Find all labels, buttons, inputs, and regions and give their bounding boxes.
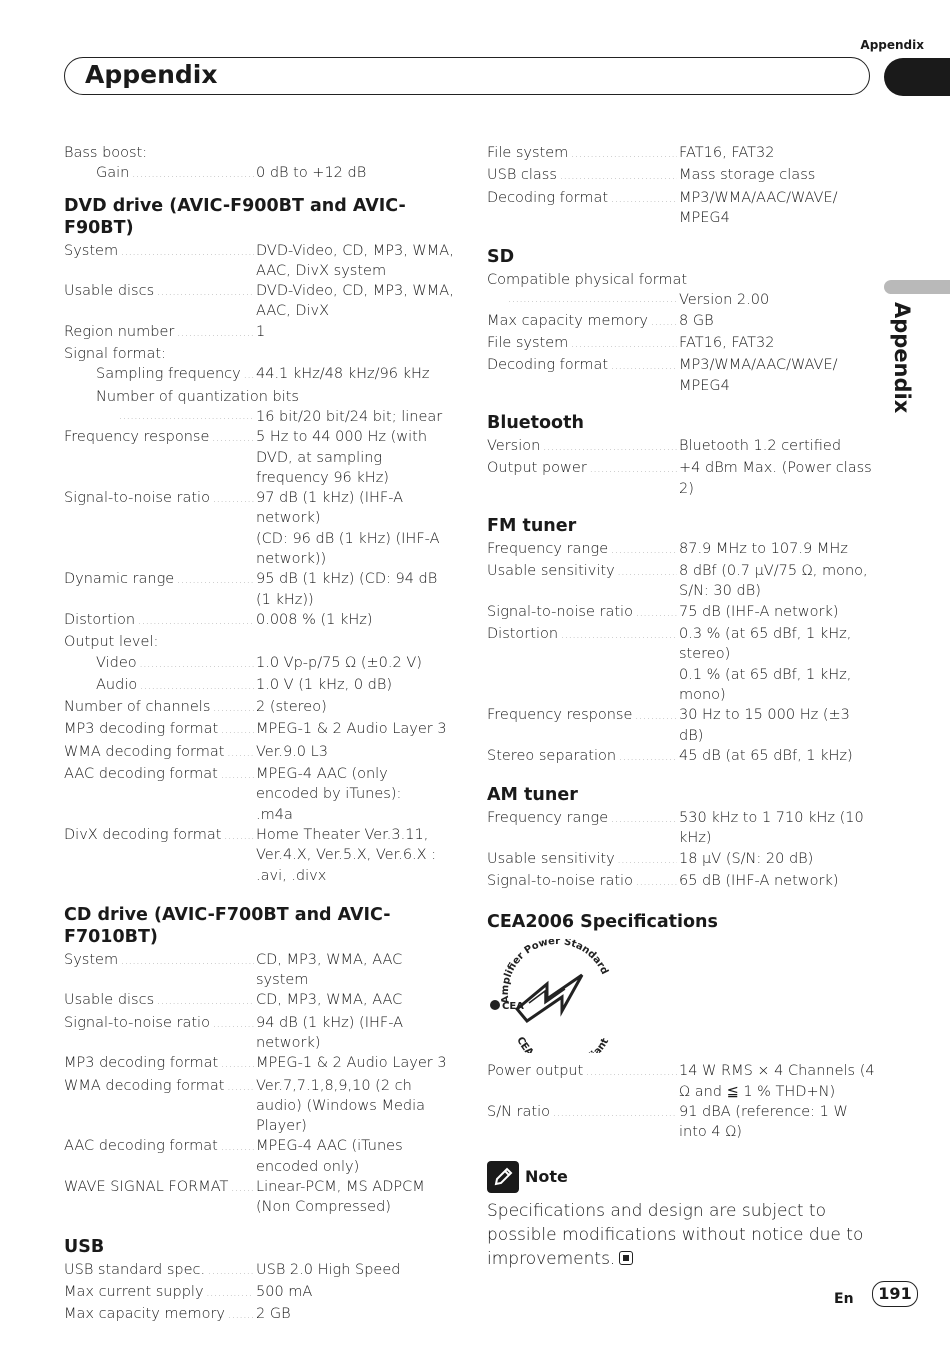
note-label: Note	[525, 1167, 568, 1186]
spec-row: Output power ..... +4 dBm Max. (Power class 2)	[487, 458, 877, 499]
spec-row: Gain ..... 0 dB to +12 dB	[64, 163, 454, 185]
spec-row: Usable sensitivity ..... 18 μV (S/N: 20 dB)	[487, 849, 877, 871]
spec-row: File system ..... FAT16, FAT32	[487, 143, 877, 165]
quantization-label: Number of quantization bits	[96, 388, 299, 405]
spec-row: Distortion ..... 0.008 % (1 kHz)	[64, 610, 454, 632]
spec-row: Frequency range ..... 87.9 MHz to 107.9 MHz	[487, 539, 877, 561]
note-text: Specifications and design are subject to possible modifications without notice due to improvements.	[487, 1200, 864, 1269]
spec-row: Dynamic range ..... 95 dB (1 kHz) (CD: 94 dB (1 kHz))	[64, 569, 454, 610]
spec-row: Number of channels ..... 2 (stereo)	[64, 697, 454, 719]
left-column	[64, 143, 454, 1327]
note-header	[487, 1161, 877, 1193]
spec-row: MP3 decoding format ..... MPEG-1 & 2 Audio Layer 3	[64, 719, 454, 741]
spec-row: Frequency response ..... 5 Hz to 44 000 Hz (with DVD, at sampling frequency 96 kHz)	[64, 427, 454, 488]
spec-row: Stereo separation ..... 45 dB (at 65 dBf, 1 kHz)	[487, 746, 877, 768]
spec-row: Max capacity memory ..... 2 GB	[64, 1304, 454, 1326]
spec-row: Decoding format ..... MP3/WMA/AAC/WAVE/ MPEG4	[487, 355, 877, 396]
spec-row: Frequency response ..... 30 Hz to 15 000 Hz (±3 dB)	[487, 705, 877, 746]
spec-row: Video ..... 1.0 Vp-p/75 Ω (±0.2 V)	[64, 653, 454, 675]
spec-row: Signal-to-noise ratio ..... 94 dB (1 kHz) (IHF-A network)	[64, 1013, 454, 1054]
spec-row: Signal-to-noise ratio ..... 75 dB (IHF-A network)	[487, 602, 877, 624]
spec-row: S/N ratio ..... 91 dBA (reference: 1 W into 4 Ω)	[487, 1102, 877, 1143]
footer-language: En	[834, 1291, 854, 1307]
spec-row: WMA decoding format ..... Ver.9.0 L3	[64, 742, 454, 764]
spec-row: USB class ..... Mass storage class	[487, 165, 877, 187]
page-title: Appendix	[85, 60, 218, 89]
spec-row: USB standard spec. ..... USB 2.0 High Speed	[64, 1260, 454, 1282]
spec-row: Decoding format ..... MP3/WMA/AAC/WAVE/ MPEG4	[487, 188, 877, 229]
spec-row: ..... Version 2.00	[487, 290, 877, 310]
spec-row: WAVE SIGNAL FORMAT ..... Linear-PCM, MS ADPCM (Non Compressed)	[64, 1177, 454, 1218]
spec-row: Usable discs ..... CD, MP3, WMA, AAC	[64, 990, 454, 1012]
svg-text:Amplifier Power Standard: Amplifier Power Standard	[499, 939, 610, 1005]
spec-row: Signal-to-noise ratio ..... 65 dB (IHF-A network)	[487, 871, 877, 893]
cd-drive-heading: CD drive (AVIC-F700BT and AVIC-F7010BT)	[64, 904, 391, 947]
spec-row: MP3 decoding format ..... MPEG-1 & 2 Audio Layer 3	[64, 1053, 454, 1075]
spec-row: System ..... DVD-Video, CD, MP3, WMA, AAC, DivX system	[64, 241, 454, 282]
spec-row: Version ..... Bluetooth 1.2 certified	[487, 436, 877, 458]
right-column	[487, 143, 877, 1271]
note-pencil-icon	[487, 1161, 519, 1193]
page-title-bar	[64, 57, 870, 95]
spec-row: Frequency range ..... 530 kHz to 1 710 kHz (10 kHz)	[487, 808, 877, 849]
output-level-label: Output level:	[64, 634, 159, 651]
spec-row: AAC decoding format ..... MPEG-4 AAC (iTunes encoded only)	[64, 1136, 454, 1177]
side-section-label: Appendix	[890, 302, 914, 414]
spec-row: Usable sensitivity ..... 8 dBf (0.7 μV/75 Ω, mono, S/N: 30 dB)	[487, 561, 877, 602]
spec-row: File system ..... FAT16, FAT32	[487, 333, 877, 355]
svg-text:CEA-2006 Compliant: CEA ant	[514, 1035, 612, 1054]
end-mark-icon	[619, 1251, 633, 1265]
spec-row: Distortion ..... 0.3 % (at 65 dBf, 1 kHz, stereo) 0.1 % (at 65 dBf, 1 kHz, mono)	[487, 624, 877, 705]
spec-row: Sampling frequency ..... 44.1 kHz/48 kHz/96 kHz	[64, 364, 454, 386]
page-number: 191	[872, 1281, 918, 1307]
bass-boost-label: Bass boost:	[64, 145, 148, 161]
fm-tuner-heading: FM tuner	[487, 515, 577, 536]
usb-heading: USB	[64, 1236, 105, 1257]
section-tab-marker	[884, 58, 950, 96]
spec-row: Max capacity memory ..... 8 GB	[487, 311, 877, 333]
spec-row: Max current supply ..... 500 mA	[64, 1282, 454, 1304]
dvd-drive-heading: DVD drive (AVIC-F900BT and AVIC-F90BT)	[64, 195, 406, 238]
side-tab-marker	[884, 280, 950, 294]
sd-heading: SD	[487, 247, 515, 268]
spec-row: ..... 16 bit/20 bit/24 bit; linear	[64, 407, 454, 427]
spec-row: WMA decoding format ..... Ver.7,7.1,8,9,10 (2 ch audio) (Windows Media Player)	[64, 1076, 454, 1137]
spec-row: Power output ..... 14 W RMS × 4 Channels (4 Ω and ≦ 1 % THD+N)	[487, 1061, 877, 1102]
spec-row: Region number ..... 1	[64, 322, 454, 344]
bluetooth-heading: Bluetooth	[487, 412, 584, 433]
cea2006-compliant-logo	[487, 939, 617, 1053]
spec-row: System ..... CD, MP3, WMA, AAC system	[64, 950, 454, 991]
spec-row: Signal-to-noise ratio ..... 97 dB (1 kHz) (IHF-A network) (CD: 96 dB (1 kHz) (IHF-A network))	[64, 488, 454, 569]
compatible-format-label: Compatible physical format	[487, 272, 688, 289]
spec-row: DivX decoding format ..... Home Theater Ver.3.11, Ver.4.X, Ver.5.X, Ver.6.X : .avi, .divx	[64, 825, 454, 886]
signal-format-label: Signal format:	[64, 346, 166, 363]
spec-row: Audio ..... 1.0 V (1 kHz, 0 dB)	[64, 675, 454, 697]
cea-heading: CEA2006 Specifications	[487, 912, 718, 933]
spec-row: Usable discs ..... DVD-Video, CD, MP3, WMA, AAC, DivX	[64, 281, 454, 322]
svg-text:CEA: CEA	[502, 1001, 524, 1013]
spec-row: AAC decoding format ..... MPEG-4 AAC (only encoded by iTunes): .m4a	[64, 764, 454, 825]
am-tuner-heading: AM tuner	[487, 785, 578, 806]
running-header: Appendix	[860, 38, 924, 52]
